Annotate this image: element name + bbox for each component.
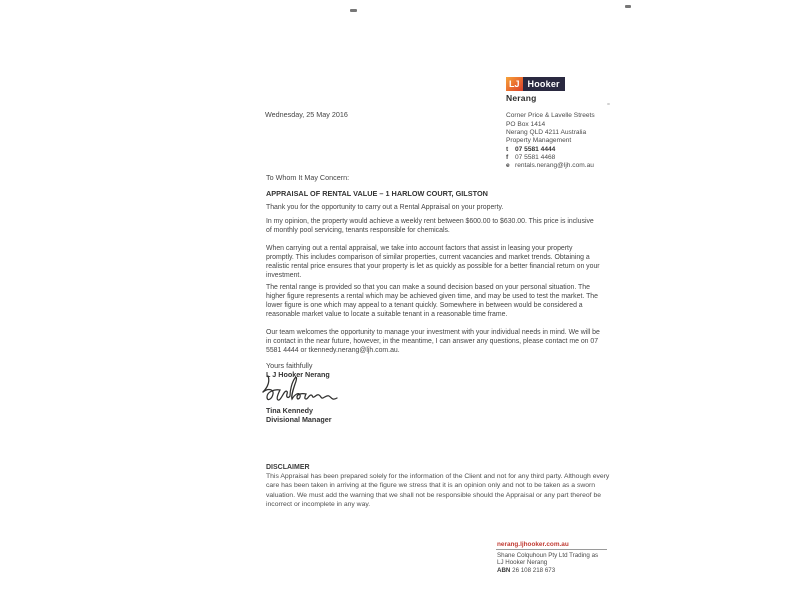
signatory-name: Tina Kennedy: [266, 406, 313, 415]
department-label: Property Management: [506, 137, 572, 144]
phone-label: t: [506, 146, 509, 153]
footer-trading-line: Shane Colquhoun Pty Ltd Trading as: [497, 552, 599, 559]
fax-row: [506, 154, 594, 162]
subject-line: APPRAISAL OF RENTAL VALUE – 1 HARLOW COURT, GILSTON: [266, 189, 488, 198]
handwritten-signature: [258, 374, 350, 410]
scan-artifact: [607, 103, 610, 105]
salutation: To Whom It May Concern:: [266, 173, 350, 182]
office-address: [506, 112, 595, 138]
ljhooker-wordmark: Hooker: [523, 77, 565, 91]
address-line: Nerang QLD 4211 Australia: [506, 129, 587, 137]
footer-abn-line: [497, 567, 598, 574]
paragraph-thank-you: Thank you for the opportunity to carry out a Rental Appraisal on your property.: [266, 204, 504, 211]
footer-website: nerang.ljhooker.com.au: [497, 541, 569, 548]
paragraph-opinion-rent: In my opinion, the property would achieve a weekly rent between $600.00 to $630.00. This price is inclusive of monthly pool servicing, tenants responsible for chemicals.: [266, 218, 594, 234]
phone-row: [506, 146, 594, 154]
ljhooker-lj-mark-icon: LJ: [506, 77, 523, 91]
ljhooker-logo: [506, 77, 565, 91]
email-address: rentals.nerang@ljh.com.au: [515, 161, 594, 169]
paragraph-appraisal-factors: When carrying out a rental appraisal, we take into account factors that assist in leasing your property promptly. This includes comparison of similar properties, current vacancies and market trends. Obtaining a realistic rental price ensures that your property is let as quickly as possible for a better financial return on your investment.: [266, 245, 600, 279]
footer-company-line: LJ Hooker Nerang: [497, 559, 548, 567]
email-label: e: [506, 161, 510, 169]
signatory-title: Divisional Manager: [266, 415, 332, 424]
address-line: Corner Price & Lavelle Streets: [506, 112, 595, 119]
email-row: [506, 162, 594, 170]
address-line: PO Box 1414: [506, 120, 546, 128]
office-name: Nerang: [506, 93, 537, 103]
fax-label: f: [506, 153, 509, 161]
scan-artifact: [350, 9, 357, 12]
letter-date: Wednesday, 25 May 2016: [265, 110, 348, 119]
paragraph-rental-range: The rental range is provided so that you can make a sound decision based on your personal situation. The higher figure represents a rental which may be achieved given time, and may be used to test the market. The lower figure is one which may appeal to a tenant quickly. Somewhere in between would be considered a reasonable market value to locate a suitable tenant in a reasonable time frame.: [266, 284, 598, 318]
abn-value: 26 108 218 673: [512, 566, 556, 574]
closing-line: Yours faithfully: [266, 361, 313, 370]
abn-label: ABN: [497, 566, 511, 574]
company-name: L J Hooker Nerang: [266, 370, 330, 379]
disclaimer-text: This Appraisal has been prepared solely for the information of the Client and not for any third party. Although every care has been taken in arriving at the figure we stress that it is an opinion only and not to be taken as a sworn valuation. We must add the warning that we shall not be responsible should the Appraisal or any part thereof be incorrect or incomplete in any way.: [266, 473, 610, 508]
phone-number: 07 5581 4444: [515, 146, 556, 153]
paragraph-team-welcome: Our team welcomes the opportunity to manage your investment with your individual needs in mind. We will be in contact in the near future, however, in the meantime, I can answer any questions, please contact me on 07 5581 4444 or tkennedy.nerang@ljh.com.au.: [266, 329, 600, 354]
contact-block: [506, 137, 594, 169]
fax-number: 07 5581 4468: [515, 153, 556, 161]
company-header: [506, 77, 565, 103]
footer-company-block: [497, 552, 598, 574]
footer-divider: [496, 549, 607, 550]
disclaimer-heading: DISCLAIMER: [266, 464, 310, 471]
scan-artifact: [625, 5, 631, 8]
